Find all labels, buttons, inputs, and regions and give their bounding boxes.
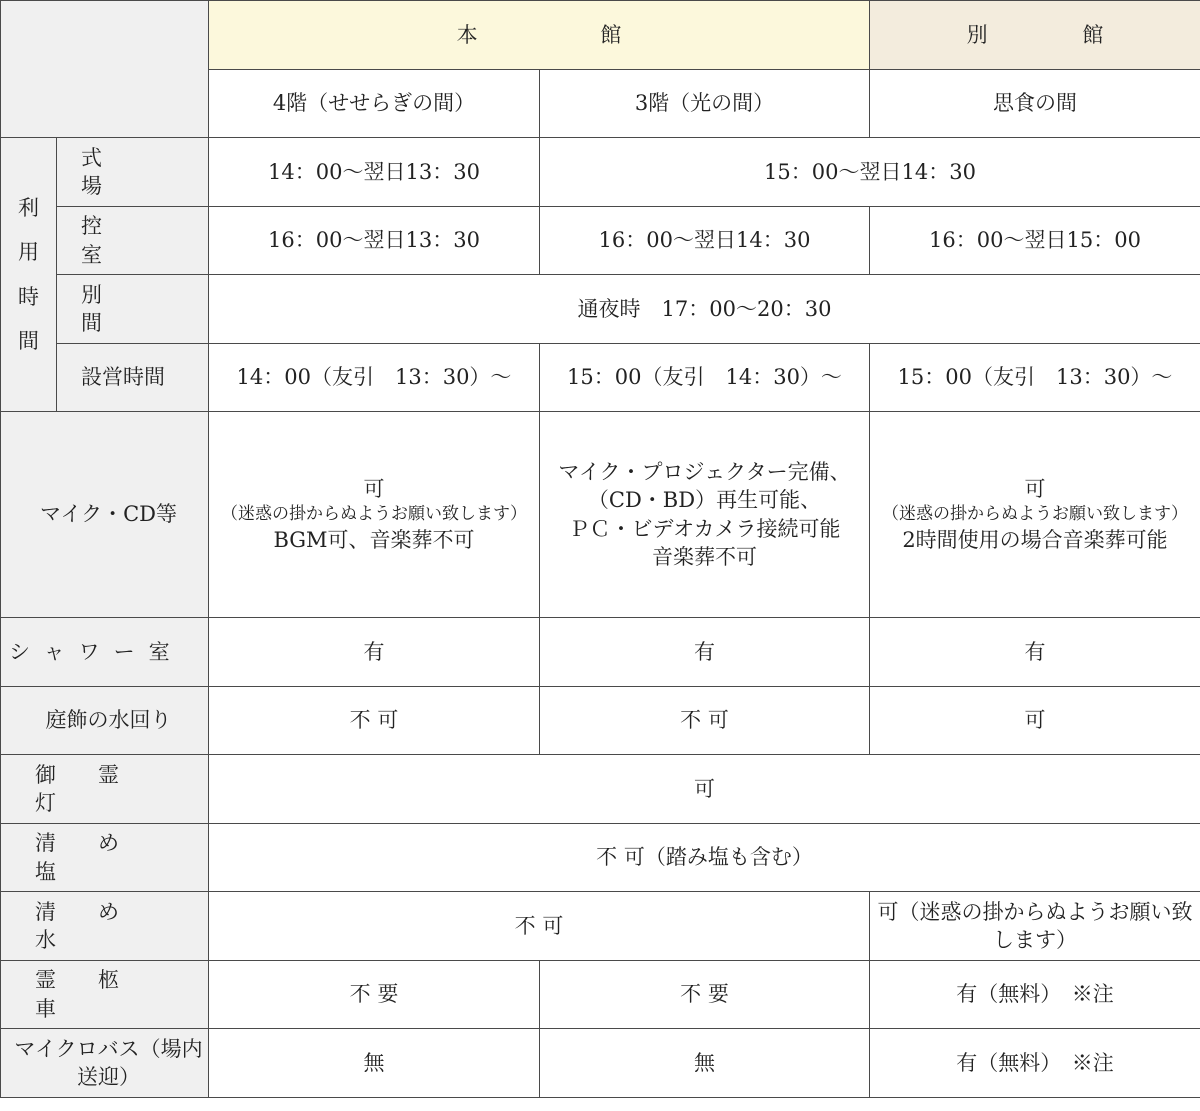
mic-hall4-main: 可 xyxy=(363,476,385,501)
mic-annex-extra: 2時間使用の場合音楽葬可能 xyxy=(902,527,1168,552)
ceremony-hall4: 14：00〜翌日13：30 xyxy=(209,138,540,207)
water-annex: 可（迷惑の掛からぬようお願い致します） xyxy=(870,892,1200,961)
water-label: 清め水 xyxy=(1,892,209,961)
mic-annex-main: 可 xyxy=(1024,476,1046,501)
hearse-label: 霊柩車 xyxy=(1,961,209,1029)
shower-label: シャワー室 xyxy=(1,618,209,687)
flower-water-hall3: 不 可 xyxy=(540,687,870,755)
separate-all: 通夜時 17：00〜20：30 xyxy=(209,275,1200,344)
mic-hall3-line3: ＰＣ・ビデオカメラ接続可能 xyxy=(568,516,841,541)
corner-cell xyxy=(1,1,209,138)
hearse-row xyxy=(1,961,1200,1029)
lantern-label: 御霊灯 xyxy=(1,755,209,824)
setup-label: 設営時間 xyxy=(57,344,209,412)
shower-hall4: 有 xyxy=(209,618,540,687)
separate-label: 別間 xyxy=(57,275,209,344)
shower-row xyxy=(1,618,1200,687)
hearse-hall4: 不 要 xyxy=(209,961,540,1029)
mic-row xyxy=(1,412,1200,618)
setup-hall3: 15：00（友引 14：30）〜 xyxy=(540,344,870,412)
mic-hall4-note: （迷惑の掛からぬようお願い致します） xyxy=(221,504,527,525)
flower-water-label: 庭飾の水回り xyxy=(1,687,209,755)
flower-water-row xyxy=(1,687,1200,755)
water-row xyxy=(1,892,1200,961)
shower-hall3: 有 xyxy=(540,618,870,687)
mic-hall3-line1: マイク・プロジェクター完備、 xyxy=(558,459,851,484)
mic-hall3-line4: 音楽葬不可 xyxy=(652,544,757,569)
main-building-header: 本 館 xyxy=(209,1,870,70)
mic-annex xyxy=(870,412,1200,618)
mic-hall4 xyxy=(209,412,540,618)
header-building-row xyxy=(1,1,1200,70)
ceremony-label: 式場 xyxy=(57,138,209,207)
bus-annex: 有（無料） ※注 xyxy=(870,1029,1200,1098)
flower-water-annex: 可 xyxy=(870,687,1200,755)
bus-row xyxy=(1,1029,1200,1098)
shower-annex: 有 xyxy=(870,618,1200,687)
lantern-row xyxy=(1,755,1200,824)
waiting-row xyxy=(1,207,1200,275)
salt-label: 清め塩 xyxy=(1,824,209,892)
ceremony-hall3-annex: 15：00〜翌日14：30 xyxy=(540,138,1200,207)
setup-row xyxy=(1,344,1200,412)
waiting-label: 控室 xyxy=(57,207,209,275)
bus-label: マイクロバス（場内送迎） xyxy=(1,1029,209,1098)
hearse-annex: 有（無料） ※注 xyxy=(870,961,1200,1029)
setup-annex: 15：00（友引 13：30）〜 xyxy=(870,344,1200,412)
salt-all: 不 可（踏み塩も含む） xyxy=(209,824,1200,892)
hall-4f-header: 4階（せせらぎの間） xyxy=(209,70,540,138)
mic-annex-note: （迷惑の掛からぬようお願い致します） xyxy=(882,504,1188,525)
bus-hall3: 無 xyxy=(540,1029,870,1098)
waiting-hall4: 16：00〜翌日13：30 xyxy=(209,207,540,275)
setup-hall4: 14：00（友引 13：30）〜 xyxy=(209,344,540,412)
waiting-hall3: 16：00〜翌日14：30 xyxy=(540,207,870,275)
salt-row xyxy=(1,824,1200,892)
mic-hall3 xyxy=(540,412,870,618)
separate-row xyxy=(1,275,1200,344)
usage-time-label-text: 利用時間 xyxy=(18,196,39,353)
mic-label: マイク・CD等 xyxy=(1,412,209,618)
ceremony-row xyxy=(1,138,1200,207)
hearse-hall3: 不 要 xyxy=(540,961,870,1029)
mic-hall4-extra: BGM可、音楽葬不可 xyxy=(273,527,475,552)
water-main: 不 可 xyxy=(209,892,870,961)
flower-water-hall4: 不 可 xyxy=(209,687,540,755)
waiting-annex: 16：00〜翌日15：00 xyxy=(870,207,1200,275)
lantern-all: 可 xyxy=(209,755,1200,824)
mic-hall3-line2: （CD・BD）再生可能、 xyxy=(587,488,822,513)
usage-time-label xyxy=(1,138,57,412)
bus-hall4: 無 xyxy=(209,1029,540,1098)
hall-3f-header: 3階（光の間） xyxy=(540,70,870,138)
hall-annex-header: 思食の間 xyxy=(870,70,1200,138)
annex-building-header: 別 館 xyxy=(870,1,1200,70)
